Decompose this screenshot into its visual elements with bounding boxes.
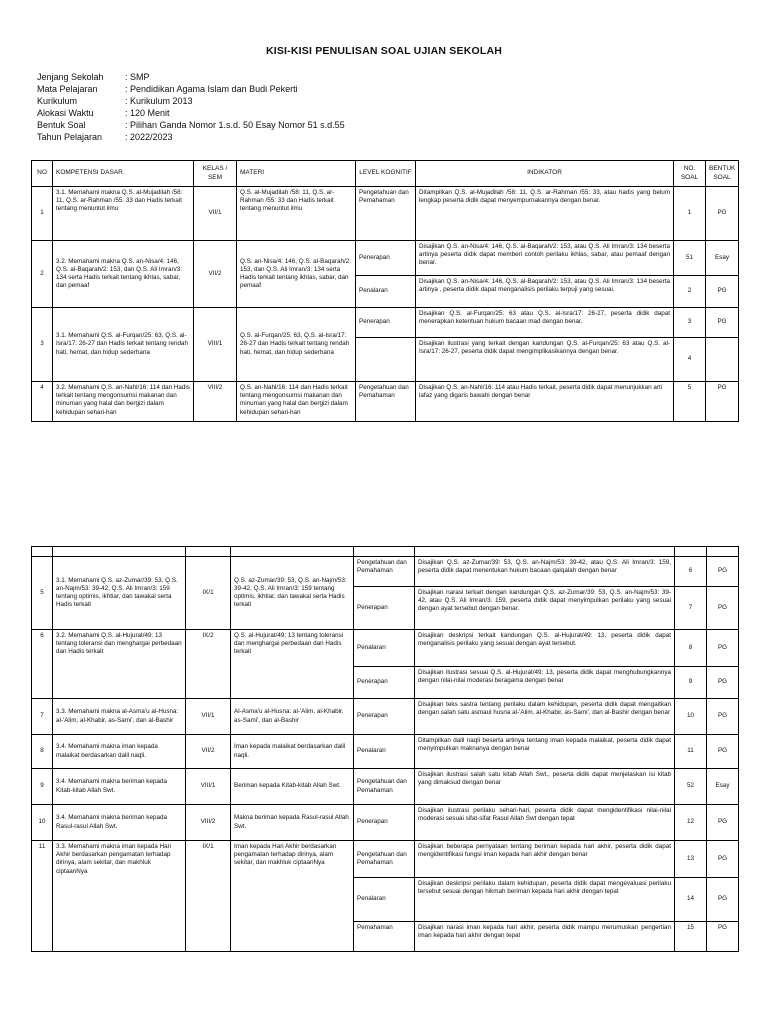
bentuk-soal: PG: [707, 735, 739, 769]
no-soal: 14: [675, 878, 707, 922]
level-kognitif: Penalaran: [356, 276, 416, 308]
row-number: 3: [32, 308, 53, 382]
empty-header-cell: [231, 547, 354, 557]
level-kognitif: Penalaran: [354, 630, 415, 667]
level-kognitif: [356, 338, 416, 382]
meta-key: Bentuk Soal: [37, 120, 86, 130]
meta-key: Kurikulum: [37, 96, 78, 106]
bentuk-soal: PG: [707, 557, 739, 587]
meta-key: Alokasi Waktu: [37, 108, 94, 118]
row-number: 1: [32, 187, 53, 241]
bentuk-soal: PG: [707, 630, 739, 667]
level-kognitif: Penalaran: [354, 735, 415, 769]
kelas-sem: VIII/1: [194, 308, 237, 382]
row-number: 4: [32, 382, 53, 422]
materi: Q.S. an-Nisa/4: 146, Q.S. al-Baqarah/2: 153, dan Q.S. Ali Imran/3: 134 serta Hadis terkait tentang ikhlas, sabar, dan pemaaf: [237, 241, 356, 308]
col-header-indikator: INDIKATOR: [416, 161, 674, 187]
table-row: [32, 308, 739, 338]
kelas-sem: VII/1: [194, 187, 237, 241]
meta-key: Mata Pelajaran: [37, 84, 98, 94]
indikator: Disajikan Q.S. an-Nisa/4: 146, Q.S. al-Baqarah/2: 153, atau Q.S. Ali Imran/3: 134 beserta artinya peserta didik dapat memberi contoh perilaku ikhlas, sabar, atau pemaaf dengan benar.: [416, 241, 674, 276]
row-number: 5: [32, 557, 53, 630]
bentuk-soal: PG: [706, 187, 739, 241]
meta-value: : Kurikulum 2013: [125, 96, 193, 106]
empty-header-cell: [707, 547, 739, 557]
materi: Makna beriman kepada Rasul-rasul Allah Swt.: [231, 805, 354, 841]
level-kognitif: Penerapan: [354, 587, 415, 630]
kompetensi-dasar: 3.4. Memahami makna iman kepada malaikat berdasarkan dalil naqli.: [53, 735, 186, 769]
level-kognitif: Pengetahuan dan Pemahaman: [354, 557, 415, 587]
meta-key: Jenjang Sekolah: [37, 72, 104, 82]
row-number: 9: [32, 769, 53, 805]
kisi-kisi-table-continued: [31, 546, 739, 952]
indikator: Disajikan narasi terkait dengan kandungan Q.S. az-Zumar/39: 53, Q.S. an-Najm/53: 39-42, atau Q.S. Ali Imran/3: 159, peserta didik dapat menyimpulkan perilaku yang sesuai dengan ayat tersebut dengan benar.: [415, 587, 675, 630]
kisi-kisi-table: [31, 160, 739, 422]
no-soal: 12: [675, 805, 707, 841]
bentuk-soal: [706, 338, 739, 382]
meta-value: : 2022/2023: [125, 132, 173, 142]
indikator: Disajikan Q.S. an-Nisa/4: 146, Q.S. al-Baqarah/2: 153, atau Q.S. Ali Imran/3: 134 beserta artinya , peserta didik dapat menganalisis perilaku terpuji yang sesuai.: [416, 276, 674, 308]
no-soal: 7: [675, 587, 707, 630]
materi: Q.S. al-Mujadilah /58: 11, Q.S. ar-Rahman /55: 33 dan Hadis terkait tentang menuntut ilmu: [237, 187, 356, 241]
indikator: Disajikan narasi iman kepada hari akhir, peserta didik mampu merumuskan pengertian iman kepada hari akhir dengan tepat: [415, 922, 675, 952]
bentuk-soal: PG: [707, 878, 739, 922]
table-row: [32, 382, 739, 422]
no-soal: 11: [675, 735, 707, 769]
row-number: 7: [32, 699, 53, 735]
materi: Iman kepada malaikat berdasarkan dalil naqli.: [231, 735, 354, 769]
kelas-sem: VII/2: [186, 735, 231, 769]
kelas-sem: IX/1: [186, 557, 231, 630]
indikator: Disajikan deskripsi terkait kandungan Q.S. al-Hujurat/49: 13, peserta didik dapat menganalisis perilaku yang sesuai dengan ayat tersebut.: [415, 630, 675, 667]
table-row: [32, 805, 739, 841]
level-kognitif: Pengetahuan dan Pemahaman: [354, 769, 415, 805]
indikator: Disajikan ilustrasi sesuai Q.S. al-Hujurat/49: 13, peserta didik dapat menghubungkannya dengan nilai-nilai moderasi beragama dengan benar: [415, 667, 675, 699]
materi: Q.S. al-Furqan/25: 63, Q.S. al-Isra/17: 26-27 dan Hadis terkait tentang rendah hati, hemat, dan hidup sederhana: [237, 308, 356, 382]
indikator: Ditampilkan dalil naqli beserta artinya tentang iman kepada malaikat, peserta didik dapat menyimpulkan maknanya dengan benar: [415, 735, 675, 769]
kelas-sem: VIII/2: [194, 382, 237, 422]
bentuk-soal: PG: [707, 587, 739, 630]
level-kognitif: Penerapan: [356, 308, 416, 338]
no-soal: 4: [674, 338, 706, 382]
bentuk-soal: PG: [707, 841, 739, 878]
kelas-sem: VII/2: [194, 241, 237, 308]
indikator: Disajikan deskripsi perilaku dalam kehidupan, peserta didik dapat mengevaluasi perilaku tersebut sesuai dengan hikmah beriman kepada hari akhir dengan tepat: [415, 878, 675, 922]
table-header-row-empty: [32, 547, 739, 557]
row-number: 8: [32, 735, 53, 769]
meta-value: : SMP: [125, 72, 150, 82]
indikator: Disajikan Q.S. an-Nahl/16: 114 atau Hadis terkait, peserta didik dapat menunjukkan arti lafaz yang digaris bawahi dengan benar: [416, 382, 674, 422]
bentuk-soal: PG: [707, 667, 739, 699]
kompetensi-dasar: 3.4. Memahami makna beriman kepada Rasul-rasul Allah Swt.: [53, 805, 186, 841]
meta-row-tahun: [37, 131, 345, 143]
materi: Beriman kepada Kitab-kitab Allah Swt.: [231, 769, 354, 805]
empty-header-cell: [354, 547, 415, 557]
bentuk-soal: PG: [706, 382, 739, 422]
no-soal: 3: [674, 308, 706, 338]
document-title: KISI-KISI PENULISAN SOAL UJIAN SEKOLAH: [265, 45, 503, 57]
level-kognitif: Pengetahuan dan Pemahaman: [354, 841, 415, 878]
indikator: Disajikan ilustrasi perilaku sehari-hari, peserta didik dapat mengidentifikasi nilai-nilai moderasi sesuai sifat-sifat Rasul Allah Swt dengan tepat: [415, 805, 675, 841]
indikator: Disajikan Q.S. al-Furqan/25: 63 atau Q.S. al-Isra/17: 26-27, peserta didik dapat menerapkan ketentuan hukum bacaan mad dengan benar.: [416, 308, 674, 338]
meta-value: : 120 Menit: [125, 108, 170, 118]
level-kognitif: Penerapan: [354, 699, 415, 735]
materi: Q.S. an-Nahl/16: 114 dan Hadis terkait tentang mengonsumsi makanan dan minuman yang halal dan bergizi dalam kehidupan sehari-hari: [237, 382, 356, 422]
materi: Al-Asma'u al-Husna: al-'Alim, al-Khabir, as-Sami', dan al-Bashir: [231, 699, 354, 735]
table-header-row: [32, 161, 739, 187]
indikator: Disajikan ilustrasi salah satu kitab Allah Swt., peserta didik dapat menjelaskan isi kitab yang dimaksud dengan benar: [415, 769, 675, 805]
level-kognitif: Pemahaman: [354, 922, 415, 952]
meta-row-jenjang: [37, 71, 345, 83]
level-kognitif: Pengetahuan dan Pemahaman: [356, 187, 416, 241]
table-row: [32, 841, 739, 878]
meta-row-alokasi: [37, 107, 345, 119]
kompetensi-dasar: 3.2. Memahami Q.S. an-Nahl/16: 114 dan Hadis terkait tentang mengonsumsi makanan dan minuman yang halal dan bergizi dalam kehidupan sehari-hari: [53, 382, 194, 422]
kompetensi-dasar: 3.1. Memahami Q.S. az-Zumar/39: 53, Q.S. an-Najm/53: 39-42, Q.S. Ali Imran/3: 159 tentang optimis, ikhtiar, dan tawakal serta Hadis terkait: [53, 557, 186, 630]
table-row: [32, 557, 739, 587]
indikator: Disajikan ilustrasi yang terkait dengan kandungan Q.S. al-Furqan/25: 63 atau Q.S. al-Isra/17: 26-27, peserta didik dapat mengimplikasikannya dengan benar.: [416, 338, 674, 382]
no-soal: 6: [675, 557, 707, 587]
indikator: Disajikan beberapa pernyataan tentang beriman kepada hari akhir, peserta didik dapat mengidentifikasi fungsi iman kepada hari akhir dengan benar: [415, 841, 675, 878]
empty-header-cell: [675, 547, 707, 557]
bentuk-soal: PG: [706, 308, 739, 338]
empty-header-cell: [32, 547, 53, 557]
kelas-sem: IX/2: [186, 630, 231, 699]
kelas-sem: IX/1: [186, 841, 231, 952]
bentuk-soal: PG: [706, 276, 739, 308]
row-number: 2: [32, 241, 53, 308]
kompetensi-dasar: 3.3. Memahami makna al-Asma'u al-Husna: al-'Alim, al-Khabir, as-Sami', dan al-Bashir: [53, 699, 186, 735]
row-number: 11: [32, 841, 53, 952]
no-soal: 15: [675, 922, 707, 952]
indikator: Ditampilkan Q.S. al-Mujadilah /58: 11, Q.S. ar-Rahman /55: 33, atau hadis yang belum lengkap peserta didik dapat menyempurnakannya dengan benar.: [416, 187, 674, 241]
indikator: Disajikan Q.S. az-Zumar/39: 53, Q.S. an-Najm/53: 39-42, atau Q.S. Ali Imran/3: 159, peserta didik dapat menentukan hukum bacaan qalqalah dengan benar: [415, 557, 675, 587]
no-soal: 1: [674, 187, 706, 241]
empty-header-cell: [53, 547, 186, 557]
table-row: [32, 630, 739, 667]
table-row: [32, 769, 739, 805]
no-soal: 9: [675, 667, 707, 699]
bentuk-soal: PG: [707, 805, 739, 841]
no-soal: 51: [674, 241, 706, 276]
document-meta: [37, 71, 345, 143]
meta-value: : Pendidikan Agama Islam dan Budi Pekerti: [125, 84, 298, 94]
level-kognitif: Penalaran: [354, 878, 415, 922]
col-header-materi: MATERI: [237, 161, 356, 187]
empty-header-cell: [415, 547, 675, 557]
bentuk-soal: Esay: [707, 769, 739, 805]
kelas-sem: VIII/1: [186, 769, 231, 805]
meta-row-bentuk: [37, 119, 345, 131]
col-header-no: NO: [32, 161, 53, 187]
no-soal: 13: [675, 841, 707, 878]
kompetensi-dasar: 3.2. Memahami Q.S. al-Hujurat/49: 13 tentang toleransi dan menghargai perbedaan dan Hadis terkait: [53, 630, 186, 699]
col-header-kd: KOMPETENSI DASAR: [53, 161, 194, 187]
bentuk-soal: PG: [707, 699, 739, 735]
materi: Q.S. al-Hujurat/49: 13 tentang toleransi dan menghargai perbedaan dan Hadis terkait: [231, 630, 354, 699]
kompetensi-dasar: 3.3. Memahami makna iman kepada Hari Akhir berdasarkan pengamatan terhadap dirinya, alam sekitar, dan makhluk ciptaanNya: [53, 841, 186, 952]
bentuk-soal: Esay: [706, 241, 739, 276]
level-kognitif: Pengetahuan dan Pemahaman: [356, 382, 416, 422]
empty-header-cell: [186, 547, 231, 557]
kompetensi-dasar: 3.1. Memahami Q.S. al-Furqan/25: 63, Q.S. al-Isra/17: 26-27 dan Hadis terkait tentang rendah hati, hemat, dan hidup sederhana: [53, 308, 194, 382]
row-number: 6: [32, 630, 53, 699]
materi: Q.S. az-Zumar/39: 53, Q.S. an-Najm/53: 39-42, Q.S. Ali Imran/3: 159 tentang optimis, ikhtiar, dan tawakal serta Hadis terkait: [231, 557, 354, 630]
no-soal: 8: [675, 630, 707, 667]
kompetensi-dasar: 3.4. Memahami makna beriman kepada Kitab-kitab Allah Swt.: [53, 769, 186, 805]
no-soal: 5: [674, 382, 706, 422]
no-soal: 2: [674, 276, 706, 308]
kelas-sem: VIII/2: [186, 805, 231, 841]
meta-row-kurikulum: [37, 95, 345, 107]
indikator: Disajikan teks sastra tentang perilaku dalam kehidupan, peserta didik dapat mengaitkan dengan salah satu asmaul husna al-'Alim, al-Khabir, as-Sami', dan al-Bashir dengan benar: [415, 699, 675, 735]
materi: Iman kepada Hari Akhir berdasarkan pengamatan terhadap dirinya, alam sekitar, dan makhluk ciptaanNya: [231, 841, 354, 952]
level-kognitif: Penerapan: [354, 805, 415, 841]
kompetensi-dasar: 3.1. Memahami makna Q.S. al-Mujadilah /58: 11, Q.S. ar-Rahman /55: 33 dan Hadis terkait tentang menuntut ilmu: [53, 187, 194, 241]
col-header-kelas: KELAS / SEM: [194, 161, 237, 187]
kelas-sem: VII/1: [186, 699, 231, 735]
no-soal: 10: [675, 699, 707, 735]
meta-key: Tahun Pelajaran: [37, 132, 103, 142]
level-kognitif: Penerapan: [354, 667, 415, 699]
table-row: [32, 699, 739, 735]
meta-row-mapel: [37, 83, 345, 95]
level-kognitif: Penerapan: [356, 241, 416, 276]
kompetensi-dasar: 3.2. Memahami makna Q.S. an-Nisa/4: 146, Q.S. al-Baqarah/2: 153, dan Q.S. Ali Imran/3: 134 serta Hadis terkait tentang ikhlas, sabar, dan pemaaf: [53, 241, 194, 308]
col-header-bentuk: BENTUK SOAL: [706, 161, 739, 187]
bentuk-soal: PG: [707, 922, 739, 952]
table-row: [32, 735, 739, 769]
col-header-level: LEVEL KOGNITIF: [356, 161, 416, 187]
no-soal: 52: [675, 769, 707, 805]
table-row: [32, 241, 739, 276]
table-row: [32, 187, 739, 241]
row-number: 10: [32, 805, 53, 841]
meta-value: : Pilihan Ganda Nomor 1.s.d. 50 Esay Nomor 51 s.d.55: [125, 120, 345, 130]
col-header-no-soal: NO. SOAL: [674, 161, 706, 187]
